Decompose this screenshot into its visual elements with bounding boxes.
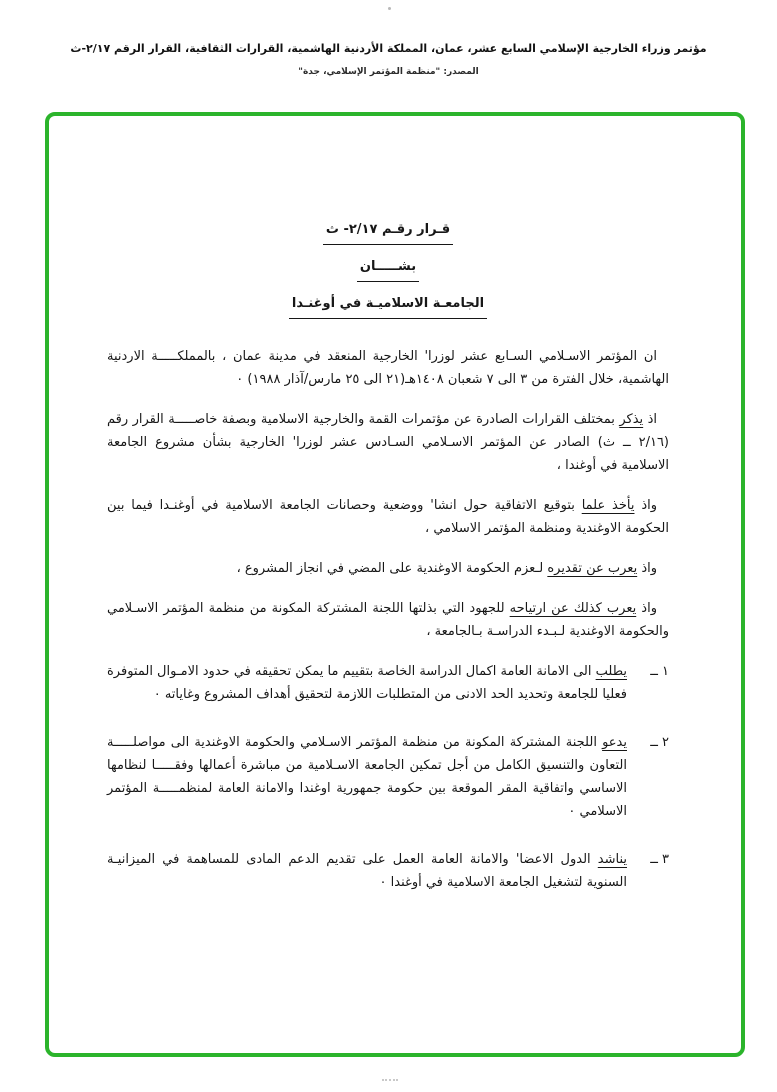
item-text	[107, 731, 627, 823]
citation-header: مؤتمر وزراء الخارجية الإسلامي السابع عشر، عمان، المملكة الأردنية الهاشمية، القرارات الثقافية، القرار الرقم ٢/١٧-ث	[70, 42, 707, 55]
preamble-paragraph	[107, 494, 669, 540]
resolution-title	[107, 218, 669, 319]
text-segment: اللجنة المشتركة المكونة من منظمة المؤتمر الاسـلامي والحكومة الاوغندية الى مواصلـــــة التعاون والتنسيق الكامل من أجل تمكين الجامعة الاسـلامية من مباشرة أعمالها وفقـــــا لنظامها الاساسي واتفاقية المقر الموقعة بين حكومة جمهورية اوغندا والامانة العامة لمنظمـــــة المؤتمر الاسلامي ٠	[107, 735, 627, 819]
preamble-paragraphs	[107, 345, 669, 643]
underlined-term: يذكر	[619, 412, 644, 427]
scan-artifact-bottom	[382, 1076, 398, 1081]
title-line-text: بشـــــان	[357, 255, 419, 282]
text-segment: بتوقيع الاتفاقية حول انشا' ووضعية وحصانات الجامعة الاسلامية في أوغنـدا فيما بين الحكومة الاوغندية ومنظمة المؤتمر الاسلامي ،	[107, 498, 669, 536]
underlined-term: يناشد	[597, 852, 627, 867]
text-segment: للجهود التي بذلتها اللجنة المشتركة المكونة من منظمة المؤتمر الاسـلامي والحكومة الاوغندية لـبـدء الدراسـة بـالجامعة ،	[107, 601, 669, 639]
item-number: ٣ ــ	[650, 852, 669, 867]
operative-items	[107, 660, 669, 894]
title-line	[107, 255, 669, 282]
item-text	[107, 660, 627, 706]
document-content	[49, 116, 741, 1053]
underlined-term: يعرب عن تقديره	[547, 561, 638, 576]
preamble-paragraph	[107, 408, 669, 477]
text-segment: واذ	[634, 498, 657, 513]
source-line: المصدر: "منظمة المؤتمر الإسلامي، جدة"	[298, 67, 479, 77]
text-segment: ان المؤتمر الاسـلامي السـابع عشر لوزرا' الخارجية المنعقد في مدينة عمان ، بالمملكـــــة الاردنية الهاشمية، خلال الفترة من ٣ الى ٧ شعبان ١٤٠٨هـ(٢١ الى ٢٥ مارس/آذار ١٩٨٨) ٠	[107, 349, 669, 387]
text-segment: واذ	[636, 601, 657, 616]
operative-item	[107, 660, 669, 706]
underlined-term: يطلب	[595, 664, 627, 679]
preamble-paragraph	[107, 557, 669, 580]
preamble-paragraph	[107, 597, 669, 643]
scan-artifact-top	[388, 7, 391, 10]
title-line-text: قـرار رقـم ٢/١٧- ث	[323, 218, 453, 245]
item-text	[107, 848, 627, 894]
underlined-term: يعرب كذلك عن ارتياحه	[509, 601, 637, 616]
text-segment: لـعزم الحكومة الاوغندية على المضي في انجاز المشروع ،	[236, 561, 548, 576]
item-number: ١ ــ	[650, 664, 669, 679]
text-segment: بمختلف القرارات الصادرة عن مؤتمرات القمة والخارجية الاسلامية وبصفة خاصـــــة القرار رقم (٢/١٦ ــ ث) الصادر عن المؤتمر الاسـلامي السـادس عشر لوزرا' الخارجية بشأن مشروع الجامعة الاسلامية في أوغندا ،	[107, 412, 669, 473]
underlined-term: يدعو	[602, 735, 627, 750]
underlined-term: يأخذ علما	[581, 498, 635, 513]
operative-item	[107, 731, 669, 823]
title-line	[107, 218, 669, 245]
preamble-paragraph	[107, 345, 669, 391]
operative-item	[107, 848, 669, 894]
document-frame	[45, 112, 745, 1057]
item-number: ٢ ــ	[650, 735, 669, 750]
text-segment: اذ	[643, 412, 657, 427]
text-segment: الدول الاعضا' والامانة العامة العمل على تقديم الدعم المادى للمساهمة في الميزانيـة السنوية لتشغيل الجامعة الاسلامية في أوغندا ٠	[107, 852, 627, 890]
title-line	[107, 292, 669, 319]
title-line-text: الجامعـة الاسلاميـة في أوغنـدا	[289, 292, 487, 319]
text-segment: واذ	[637, 561, 657, 576]
text-segment: الى الامانة العامة اكمال الدراسة الخاصة بتقييم ما يمكن تحقيقه في حدود الامـوال المتوفرة فعليا للجامعة وتحديد الحد الادنى من المتطلبات اللازمة لتحقيق أهداف المشروع وغاياته ٠	[107, 664, 627, 702]
